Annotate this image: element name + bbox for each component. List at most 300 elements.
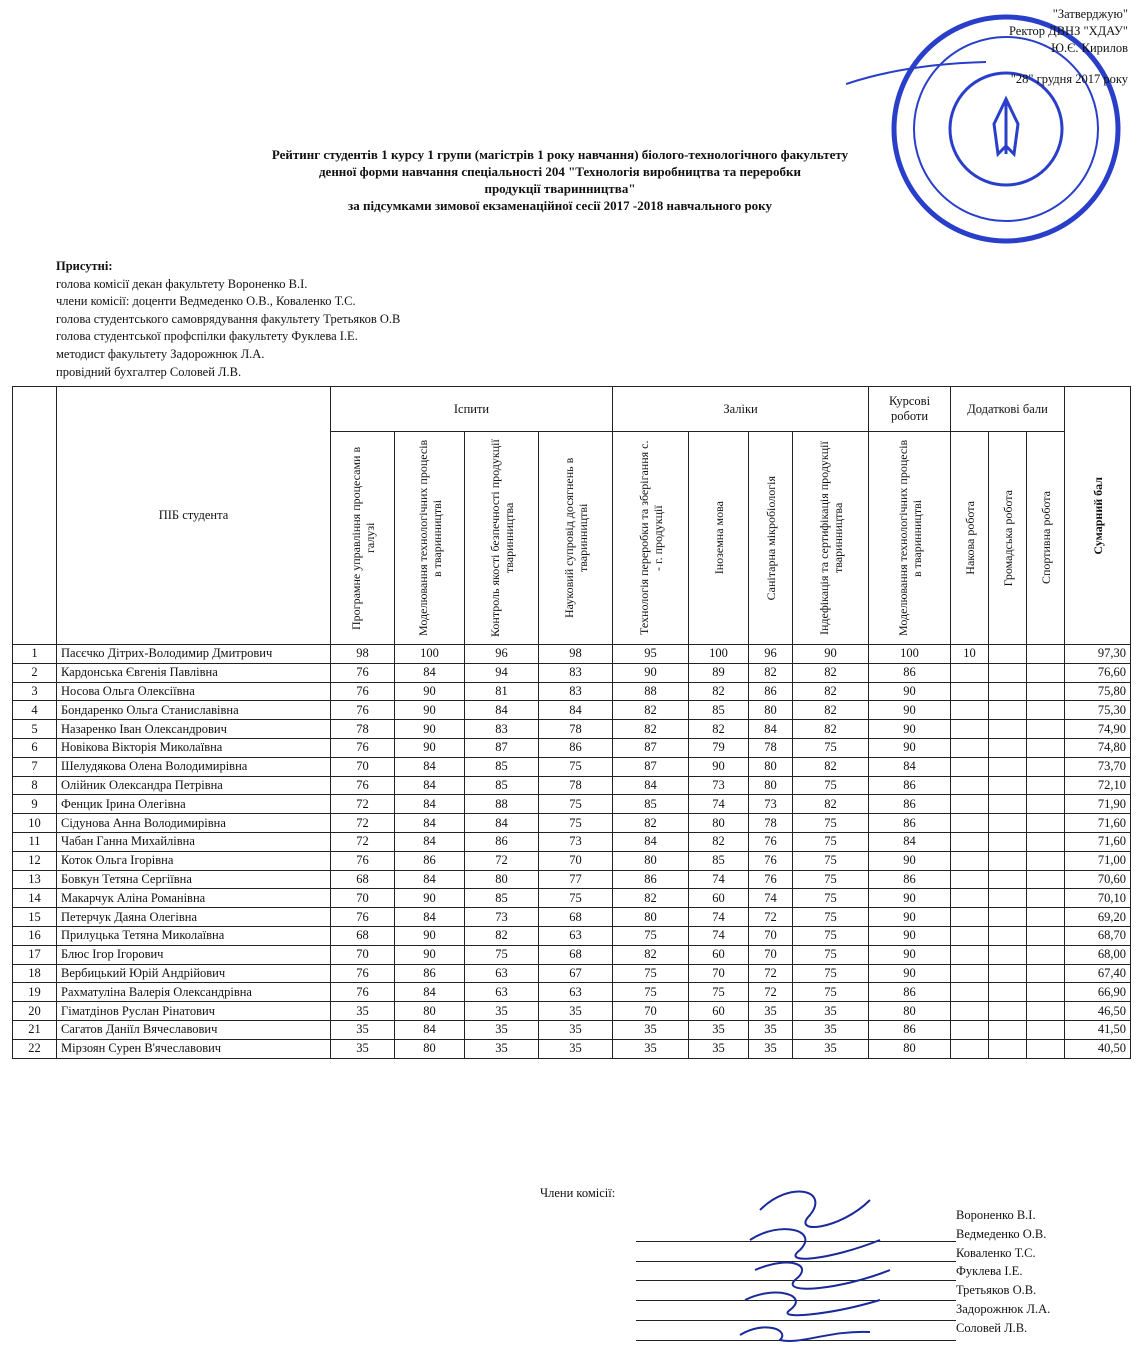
score-cell (989, 757, 1027, 776)
row-number: 12 (13, 851, 57, 870)
table-row (13, 964, 1131, 983)
score-cell: 90 (689, 757, 749, 776)
student-name: Прилуцька Тетяна Миколаївна (57, 926, 331, 945)
score-cell: 85 (689, 851, 749, 870)
table-row (13, 663, 1131, 682)
approval-line-3: Ю.Є. Кирилов (1051, 41, 1128, 55)
student-name: Коток Ольга Ігорівна (57, 851, 331, 870)
score-cell: 72 (331, 814, 395, 833)
score-cell: 74 (689, 870, 749, 889)
score-cell: 75 (793, 964, 869, 983)
score-cell: 87 (613, 738, 689, 757)
column-header: Технологія переробки та зберігання с. - г. продукції (613, 432, 689, 645)
score-cell: 10 (951, 645, 989, 664)
score-cell: 84 (749, 720, 793, 739)
score-cell: 74 (689, 795, 749, 814)
score-cell: 75 (539, 814, 613, 833)
score-cell (989, 964, 1027, 983)
score-cell (989, 889, 1027, 908)
score-cell (1027, 682, 1065, 701)
table-row (13, 851, 1131, 870)
row-number: 21 (13, 1020, 57, 1039)
score-cell: 35 (465, 1039, 539, 1058)
score-cell: 72 (749, 964, 793, 983)
score-cell: 82 (689, 682, 749, 701)
table-row (13, 776, 1131, 795)
score-cell (1027, 1020, 1065, 1039)
approval-line-1: "Затверджую" (1052, 7, 1128, 21)
row-number: 15 (13, 908, 57, 927)
score-cell: 78 (749, 738, 793, 757)
score-cell: 90 (869, 889, 951, 908)
total-score: 75,80 (1065, 682, 1131, 701)
score-cell: 84 (539, 701, 613, 720)
score-cell: 73 (689, 776, 749, 795)
score-cell: 80 (749, 757, 793, 776)
total-score: 74,90 (1065, 720, 1131, 739)
score-cell (989, 926, 1027, 945)
score-cell (1027, 926, 1065, 945)
score-cell: 76 (749, 832, 793, 851)
score-cell: 63 (539, 983, 613, 1002)
exams-header: Іспити (331, 387, 613, 432)
score-cell (989, 738, 1027, 757)
score-cell: 90 (869, 738, 951, 757)
score-cell: 83 (539, 663, 613, 682)
score-cell (1027, 814, 1065, 833)
student-name: Сідунова Анна Володимирівна (57, 814, 331, 833)
score-cell: 35 (689, 1020, 749, 1039)
student-name: Фенцик Ірина Олегівна (57, 795, 331, 814)
present-list (56, 258, 400, 381)
score-cell: 86 (749, 682, 793, 701)
score-cell: 35 (465, 1002, 539, 1021)
row-number: 7 (13, 757, 57, 776)
score-cell: 84 (395, 870, 465, 889)
score-cell: 63 (465, 964, 539, 983)
score-cell: 35 (749, 1020, 793, 1039)
total-score: 66,90 (1065, 983, 1131, 1002)
score-cell: 82 (613, 701, 689, 720)
score-cell: 68 (331, 870, 395, 889)
score-cell: 90 (869, 908, 951, 927)
row-number: 16 (13, 926, 57, 945)
score-cell: 86 (869, 983, 951, 1002)
score-cell: 80 (395, 1039, 465, 1058)
present-item: члени комісії: доценти Ведмеденко О.В., Коваленко Т.С. (56, 294, 356, 309)
score-cell: 75 (793, 983, 869, 1002)
score-cell: 83 (539, 682, 613, 701)
score-cell: 60 (689, 945, 749, 964)
row-number: 8 (13, 776, 57, 795)
score-cell (989, 663, 1027, 682)
score-cell (951, 682, 989, 701)
score-cell: 86 (869, 663, 951, 682)
score-cell: 75 (793, 776, 869, 795)
score-cell: 90 (395, 889, 465, 908)
score-cell: 87 (613, 757, 689, 776)
score-cell (1027, 964, 1065, 983)
score-cell (989, 1039, 1027, 1058)
score-cell: 90 (869, 926, 951, 945)
score-cell: 81 (465, 682, 539, 701)
total-score: 68,70 (1065, 926, 1131, 945)
student-name: Блюс Ігор Ігорович (57, 945, 331, 964)
score-cell: 35 (749, 1002, 793, 1021)
score-cell: 75 (539, 795, 613, 814)
score-cell: 84 (869, 757, 951, 776)
row-number: 1 (13, 645, 57, 664)
score-cell: 90 (793, 645, 869, 664)
score-cell: 86 (395, 964, 465, 983)
score-cell: 78 (539, 720, 613, 739)
student-name: Петерчук Даяна Олегівна (57, 908, 331, 927)
score-cell: 83 (465, 720, 539, 739)
score-cell: 70 (749, 926, 793, 945)
score-cell: 90 (869, 964, 951, 983)
score-cell (1027, 1002, 1065, 1021)
score-cell: 76 (331, 738, 395, 757)
score-cell (951, 983, 989, 1002)
score-cell (1027, 851, 1065, 870)
row-number: 20 (13, 1002, 57, 1021)
score-cell (1027, 889, 1065, 908)
present-heading: Присутні: (56, 259, 113, 273)
total-score: 75,30 (1065, 701, 1131, 720)
row-number: 5 (13, 720, 57, 739)
score-cell: 84 (465, 814, 539, 833)
row-number: 13 (13, 870, 57, 889)
total-score: 71,90 (1065, 795, 1131, 814)
score-cell (989, 645, 1027, 664)
score-cell (1027, 776, 1065, 795)
total-header: Сумарний бал (1065, 387, 1131, 645)
score-cell: 85 (465, 776, 539, 795)
score-cell (1027, 870, 1065, 889)
score-cell: 94 (465, 663, 539, 682)
score-cell: 80 (869, 1039, 951, 1058)
total-score: 71,60 (1065, 814, 1131, 833)
table-row (13, 720, 1131, 739)
total-score: 70,60 (1065, 870, 1131, 889)
student-name: Кардонська Євгенія Павлівна (57, 663, 331, 682)
score-cell: 84 (395, 776, 465, 795)
score-cell: 90 (869, 720, 951, 739)
signatory-names (956, 1206, 1050, 1338)
column-header: Моделювання технологічних процесів в тваринництві (395, 432, 465, 645)
total-score: 46,50 (1065, 1002, 1131, 1021)
score-cell: 78 (539, 776, 613, 795)
score-cell (1027, 720, 1065, 739)
score-cell: 35 (539, 1039, 613, 1058)
score-cell: 75 (793, 738, 869, 757)
total-score: 76,60 (1065, 663, 1131, 682)
score-cell: 76 (331, 983, 395, 1002)
score-cell: 75 (793, 926, 869, 945)
credits-header: Заліки (613, 387, 869, 432)
score-cell: 84 (395, 757, 465, 776)
score-cell: 76 (331, 964, 395, 983)
column-header: Громадська робота (989, 432, 1027, 645)
score-cell: 75 (793, 889, 869, 908)
score-cell: 67 (539, 964, 613, 983)
student-name: Сагатов Даніїл Вячеславович (57, 1020, 331, 1039)
title-line-3: продукції тваринництва" (484, 181, 636, 196)
title-line-4: за підсумками зимової екзаменаційної сесії 2017 -2018 навчального року (348, 198, 772, 213)
score-cell: 90 (395, 738, 465, 757)
table-row (13, 757, 1131, 776)
title-line-1: Рейтинг студентів 1 курсу 1 групи (магістрів 1 року навчання) біолого-технологічного факультету (271, 147, 849, 162)
score-cell: 88 (613, 682, 689, 701)
score-cell: 35 (793, 1002, 869, 1021)
total-score: 41,50 (1065, 1020, 1131, 1039)
name-header: ПІБ студента (57, 387, 331, 645)
score-cell: 84 (395, 663, 465, 682)
total-score: 71,60 (1065, 832, 1131, 851)
score-cell: 63 (539, 926, 613, 945)
total-score: 73,70 (1065, 757, 1131, 776)
table-row (13, 645, 1131, 664)
score-cell: 82 (613, 889, 689, 908)
score-cell (951, 1002, 989, 1021)
row-number: 2 (13, 663, 57, 682)
score-cell: 86 (395, 851, 465, 870)
total-score: 68,00 (1065, 945, 1131, 964)
score-cell: 84 (613, 832, 689, 851)
score-cell: 80 (613, 851, 689, 870)
score-cell (1027, 757, 1065, 776)
score-cell (989, 851, 1027, 870)
score-cell (989, 720, 1027, 739)
column-header: Контроль якості безпечності продукції тваринництва (465, 432, 539, 645)
score-cell: 75 (793, 832, 869, 851)
score-cell: 90 (869, 851, 951, 870)
score-cell: 70 (689, 964, 749, 983)
score-cell: 70 (613, 1002, 689, 1021)
score-cell: 35 (749, 1039, 793, 1058)
handwritten-signatures (720, 1170, 910, 1350)
score-cell: 85 (613, 795, 689, 814)
score-cell (989, 682, 1027, 701)
column-header: Програмне управління процесами в галузі (331, 432, 395, 645)
score-cell (1027, 983, 1065, 1002)
score-cell: 75 (689, 983, 749, 1002)
score-cell (951, 795, 989, 814)
signatory-name: Ведмеденко О.В. (956, 1226, 1047, 1241)
score-cell: 90 (869, 945, 951, 964)
score-cell (951, 1039, 989, 1058)
extra-points-header: Додаткові бали (951, 387, 1065, 432)
document-title (170, 146, 950, 214)
score-cell: 100 (869, 645, 951, 664)
score-cell: 68 (539, 908, 613, 927)
column-header: Моделювання технологічних процесів в тваринництві (869, 432, 951, 645)
student-name: Рахматуліна Валерія Олександрівна (57, 983, 331, 1002)
score-cell: 86 (465, 832, 539, 851)
score-cell (1027, 945, 1065, 964)
total-score: 69,20 (1065, 908, 1131, 927)
present-item: методист факультету Задорожнюк Л.А. (56, 346, 265, 361)
column-header: Індефікація та сертифікація продукції тваринництва (793, 432, 869, 645)
number-header (13, 387, 57, 645)
score-cell: 90 (395, 720, 465, 739)
student-name: Носова Ольга Олексіївна (57, 682, 331, 701)
score-cell: 90 (395, 701, 465, 720)
score-cell: 76 (331, 682, 395, 701)
table-row (13, 682, 1131, 701)
score-cell: 72 (749, 908, 793, 927)
score-cell: 100 (395, 645, 465, 664)
score-cell: 90 (869, 682, 951, 701)
column-header: Науковий супровід досягнень в тваринництві (539, 432, 613, 645)
student-name: Олійник Олександра Петрівна (57, 776, 331, 795)
total-score: 40,50 (1065, 1039, 1131, 1058)
signatures-label: Члени комісії: (540, 1186, 616, 1200)
score-cell (989, 908, 1027, 927)
score-cell: 82 (793, 795, 869, 814)
score-cell: 73 (539, 832, 613, 851)
score-cell (951, 701, 989, 720)
score-cell (951, 757, 989, 776)
present-item: провідний бухгалтер Соловей Л.В. (56, 364, 242, 379)
score-cell (989, 795, 1027, 814)
score-cell: 70 (539, 851, 613, 870)
score-cell: 75 (793, 814, 869, 833)
table-row (13, 945, 1131, 964)
score-cell: 86 (869, 870, 951, 889)
score-cell: 80 (749, 701, 793, 720)
score-cell: 90 (395, 926, 465, 945)
score-cell (1027, 663, 1065, 682)
table-row (13, 889, 1131, 908)
score-cell (951, 776, 989, 795)
score-cell: 84 (395, 1020, 465, 1039)
score-cell (951, 908, 989, 927)
signatory-name: Вороненко В.І. (956, 1208, 1036, 1222)
score-cell: 73 (749, 795, 793, 814)
score-cell: 90 (613, 663, 689, 682)
score-cell: 82 (465, 926, 539, 945)
score-cell: 78 (749, 814, 793, 833)
score-cell (951, 870, 989, 889)
score-cell: 86 (869, 795, 951, 814)
approval-block (908, 6, 1128, 88)
score-cell: 80 (395, 1002, 465, 1021)
score-cell: 74 (689, 926, 749, 945)
score-cell (951, 720, 989, 739)
signatory-name: Задорожнюк Л.А. (956, 1301, 1051, 1316)
score-cell: 35 (613, 1020, 689, 1039)
approval-date: "28" грудня 2017 року (1010, 72, 1128, 86)
score-cell: 82 (689, 720, 749, 739)
table-row (13, 983, 1131, 1002)
score-cell: 90 (395, 945, 465, 964)
score-cell (989, 776, 1027, 795)
table-row (13, 926, 1131, 945)
student-name: Бондаренко Ольга Станиславівна (57, 701, 331, 720)
student-name: Шелудякова Олена Володимирівна (57, 757, 331, 776)
row-number: 9 (13, 795, 57, 814)
score-cell (989, 983, 1027, 1002)
score-cell (989, 814, 1027, 833)
score-cell: 72 (331, 795, 395, 814)
score-cell: 82 (793, 701, 869, 720)
score-cell: 35 (331, 1039, 395, 1058)
score-cell: 82 (613, 814, 689, 833)
score-cell: 86 (869, 814, 951, 833)
score-cell: 84 (395, 795, 465, 814)
score-cell (989, 832, 1027, 851)
score-cell: 89 (689, 663, 749, 682)
present-item: голова комісії декан факультету Вороненко В.І. (56, 276, 308, 291)
total-score: 70,10 (1065, 889, 1131, 908)
column-header: Спортивна робота (1027, 432, 1065, 645)
score-cell: 80 (749, 776, 793, 795)
score-cell: 75 (613, 983, 689, 1002)
student-name: Новікова Вікторія Миколаївна (57, 738, 331, 757)
signatory-name: Третьяков О.В. (956, 1283, 1037, 1298)
student-name: Пасєчко Дітрих-Володимир Дмитрович (57, 645, 331, 664)
table-row (13, 814, 1131, 833)
score-cell: 35 (613, 1039, 689, 1058)
score-cell: 76 (331, 908, 395, 927)
signatory-name: Фуклева І.Е. (956, 1264, 1023, 1279)
table-row (13, 870, 1131, 889)
student-name: Мірзоян Сурен В'ячеславович (57, 1039, 331, 1058)
score-cell: 75 (465, 945, 539, 964)
score-cell: 80 (869, 1002, 951, 1021)
score-cell: 70 (331, 889, 395, 908)
score-cell: 78 (331, 720, 395, 739)
row-number: 14 (13, 889, 57, 908)
score-cell (989, 1002, 1027, 1021)
total-score: 74,80 (1065, 738, 1131, 757)
table-body (13, 645, 1131, 1059)
score-cell: 82 (613, 720, 689, 739)
score-cell: 76 (331, 663, 395, 682)
row-number: 11 (13, 832, 57, 851)
score-cell (951, 814, 989, 833)
score-cell (1027, 1039, 1065, 1058)
score-cell: 82 (613, 945, 689, 964)
score-cell (1027, 832, 1065, 851)
student-name: Назаренко Іван Олександрович (57, 720, 331, 739)
score-cell: 84 (465, 701, 539, 720)
row-number: 18 (13, 964, 57, 983)
score-cell (951, 851, 989, 870)
score-cell (989, 701, 1027, 720)
score-cell: 75 (539, 889, 613, 908)
score-cell: 75 (613, 964, 689, 983)
score-cell: 84 (613, 776, 689, 795)
row-number: 17 (13, 945, 57, 964)
score-cell (989, 870, 1027, 889)
column-header: Іноземна мова (689, 432, 749, 645)
score-cell: 74 (689, 908, 749, 927)
score-cell: 87 (465, 738, 539, 757)
signatory-name: Коваленко Т.С. (956, 1245, 1036, 1260)
score-cell: 70 (331, 945, 395, 964)
score-cell: 84 (395, 814, 465, 833)
score-cell: 72 (749, 983, 793, 1002)
score-cell: 84 (395, 832, 465, 851)
score-cell (1027, 795, 1065, 814)
score-cell: 84 (869, 832, 951, 851)
score-cell: 76 (749, 870, 793, 889)
score-cell: 73 (465, 908, 539, 927)
score-cell: 86 (869, 1020, 951, 1039)
title-line-2: денної форми навчання спеціальності 204 "Технологія виробництва та переробки (318, 164, 802, 179)
